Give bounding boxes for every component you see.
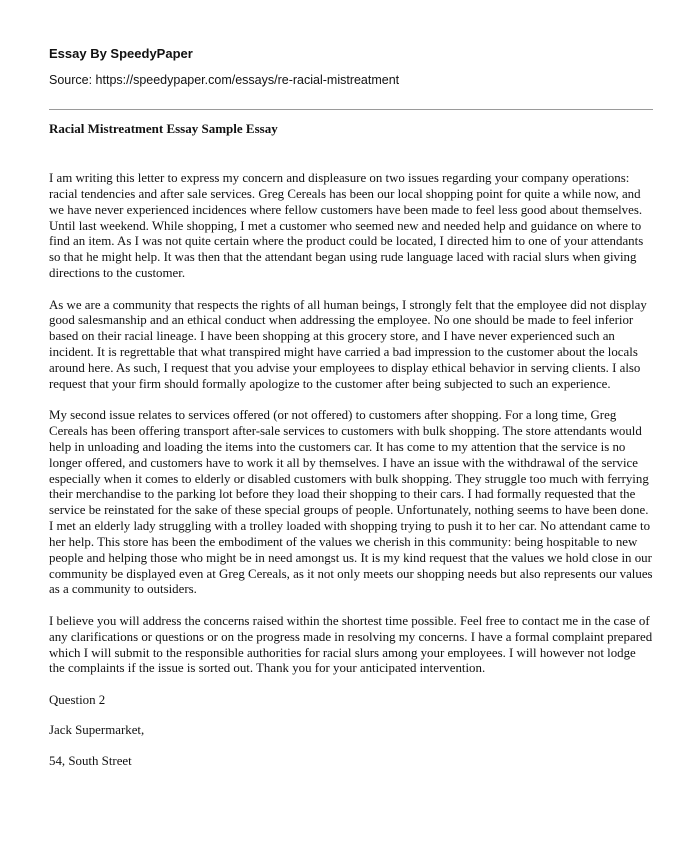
paragraph: As we are a community that respects the rights of all human beings, I strongly felt that the employee did not display good salesmanship and an ethical conduct when addressing the employee. No one should be made to feel inferior based on their racial lineage. I have been shopping at this grocery store, and I have never experienced such an incident. It is regrettable that what transpired might have carried a bad impression to the customer about the locals around here. As such, I request that you advise your employees to display ethical behavior in serving clients. I also request that your firm should formally apologize to the customer after being subjected to such an experience. bbox=[49, 297, 647, 391]
question-heading: Question 2 bbox=[49, 692, 106, 707]
source-line: Source: https://speedypaper.com/essays/re-racial-mistreatment bbox=[49, 73, 400, 87]
paragraph: My second issue relates to services offered (or not offered) to customers after shopping. For a long time, Greg Cereals has been offering transport after-sale services to customers with bulk shopping. The store attendants would help in unloading and loading the items into the customers car. It has come to my attention that the service is no longer offered, and customers have to work it all by themselves. I have an issue with the withdrawal of the service especially when it comes to elderly or disabled customers with bulk shopping. They struggle too much with ferrying their merchandise to the parking lot before they load their shopping to their cars. I had formally requested that the service be reinstated for the sake of these special groups of people. Unfortunately, nothing seems to have been done. I met an elderly lady struggling with a trolley loaded with shopping trying to push it to her car. No attendant came to her help. This store has been the embodiment of the values we cherish in this community: being hospitable to new people and helping those who might be in need amongst us. It is my kind request that the values we hold close in our community be displayed even at Greg Cereals, as it not only meets our shopping needs but also represents our values as a community to outsiders. bbox=[49, 408, 653, 597]
paragraph: I am writing this letter to express my concern and displeasure on two issues regarding your company operations: racial tendencies and after sale services. Greg Cereals has been our local shopping point for quite a while now, and we have never experienced incidences where fellow customers have been made to feel less good about themselves. Until last weekend. While shopping, I met a customer who seemed new and needed help and guidance on where to find an item. As I was not quite certain where the product could be located, I directed him to one of your attendants so that he might help. It was then that the attendant began using rude language laced with racial slurs when giving directions to the customer. bbox=[49, 171, 644, 281]
address-line: 54, South Street bbox=[49, 753, 132, 768]
header-divider bbox=[49, 109, 653, 110]
address-line: Jack Supermarket, bbox=[49, 723, 145, 738]
essay-title: Racial Mistreatment Essay Sample Essay bbox=[49, 121, 278, 136]
essay-body bbox=[49, 171, 654, 784]
document-header-title: Essay By SpeedyPaper bbox=[49, 46, 193, 61]
paragraph: I believe you will address the concerns raised within the shortest time possible. Feel free to contact me in the case of any clarifications or questions or on the progress made in resolving my concerns. I have a formal complaint prepared which I will submit to the responsible authorities for racial slurs among your employees. I will however not lodge the complaints if the issue is sorted out. Thank you for your anticipated intervention. bbox=[49, 613, 653, 676]
